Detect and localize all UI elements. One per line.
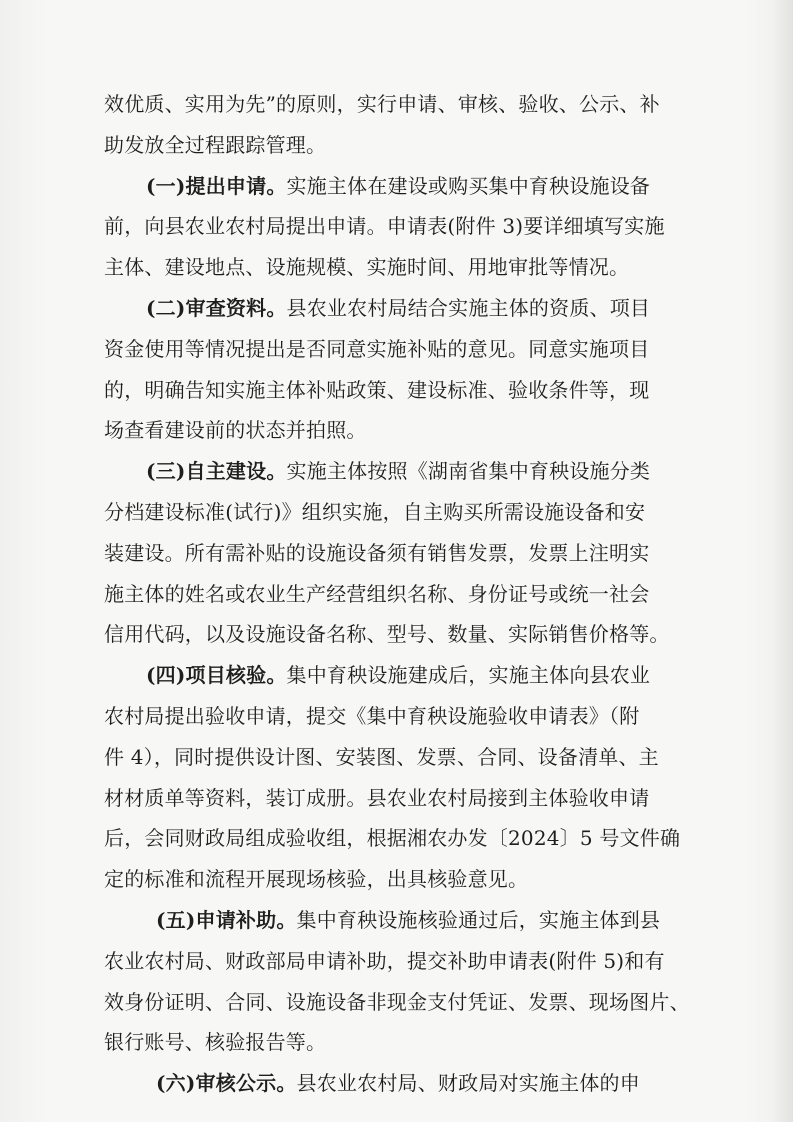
section-text: 集中育秧设施核验通过后，实施主体到县 [296, 907, 661, 932]
section-heading-6: (六)审核公示。 [156, 1071, 297, 1096]
section-first-line [104, 900, 684, 941]
section-heading-1: (一)提出申请。 [146, 173, 287, 198]
section-first-line [104, 451, 684, 492]
body-line: 助发放全过程跟踪管理。 [104, 132, 327, 157]
section-text: 县农业农村局结合实施主体的资质、项目 [286, 295, 651, 320]
section-text: 实施主体按照《湖南省集中育秧设施分类 [286, 459, 651, 484]
body-line: 农村局提出验收申请，提交《集中育秧设施验收申请表》（附 [104, 703, 640, 728]
section-text: 县农业农村局、财政局对实施主体的申 [296, 1071, 640, 1096]
section-text: 集中育秧设施建成后，实施主体向县农业 [286, 663, 651, 688]
body-line: 主体、建设地点、设施规模、实施时间、用地审批等情况。 [104, 255, 630, 280]
section-first-line [104, 288, 684, 329]
section-heading-2: (二)审查资料。 [146, 295, 287, 320]
body-line: 件 4），同时提供设计图、安装图、发票、合同、设备清单、主 [104, 744, 659, 769]
body-line: 后，会同财政局组成验收组，根据湘农办发〔2024〕5 号文件确 [104, 826, 681, 851]
body-line: 分档建设标准(试行)》组织实施，自主购买所需设施设备和安 [104, 499, 646, 524]
document-body [104, 84, 690, 1104]
body-line: 装建设。所有需补贴的设施设备须有销售发票，发票上注明实 [104, 540, 650, 565]
section-heading-4: (四)项目核验。 [146, 663, 287, 688]
body-line: 前，向县农业农村局提出申请。申请表(附件 3)要详细填写实施 [104, 214, 665, 239]
section-first-line [104, 655, 684, 696]
section-first-line [104, 1063, 684, 1104]
body-line: 场查看建设前的状态并拍照。 [104, 418, 367, 443]
scan-edge-shadow [771, 0, 793, 1122]
body-line: 施主体的姓名或农业生产经营组织名称、身份证号或统一社会 [104, 581, 650, 606]
body-line: 效优质、实用为先”的原则，实行申请、审核、验收、公示、补 [104, 92, 660, 116]
section-heading-3: (三)自主建设。 [146, 459, 287, 484]
body-line: 资金使用等情况提出是否同意实施补贴的意见。同意实施项目 [104, 336, 650, 361]
section-text: 实施主体在建设或购买集中育秧设施设备 [286, 173, 651, 198]
body-line: 银行账号、核验报告等。 [104, 1030, 327, 1055]
section-first-line [104, 166, 684, 207]
body-line: 材材质单等资料，装订成册。县农业农村局接到主体验收申请 [104, 785, 650, 810]
body-line: 定的标准和流程开展现场核验，出具核验意见。 [104, 867, 529, 892]
body-line: 信用代码，以及设施设备名称、型号、数量、实际销售价格等。 [104, 622, 670, 647]
body-line: 农业农村局、财政部局申请补助，提交补助申请表(附件 5)和有 [104, 948, 665, 973]
body-line: 的，明确告知实施主体补贴政策、建设标准、验收条件等，现 [104, 377, 650, 402]
section-heading-5: (五)申请补助。 [156, 907, 297, 932]
body-line: 效身份证明、合同、设施设备非现金支付凭证、发票、现场图片、 [104, 989, 690, 1014]
